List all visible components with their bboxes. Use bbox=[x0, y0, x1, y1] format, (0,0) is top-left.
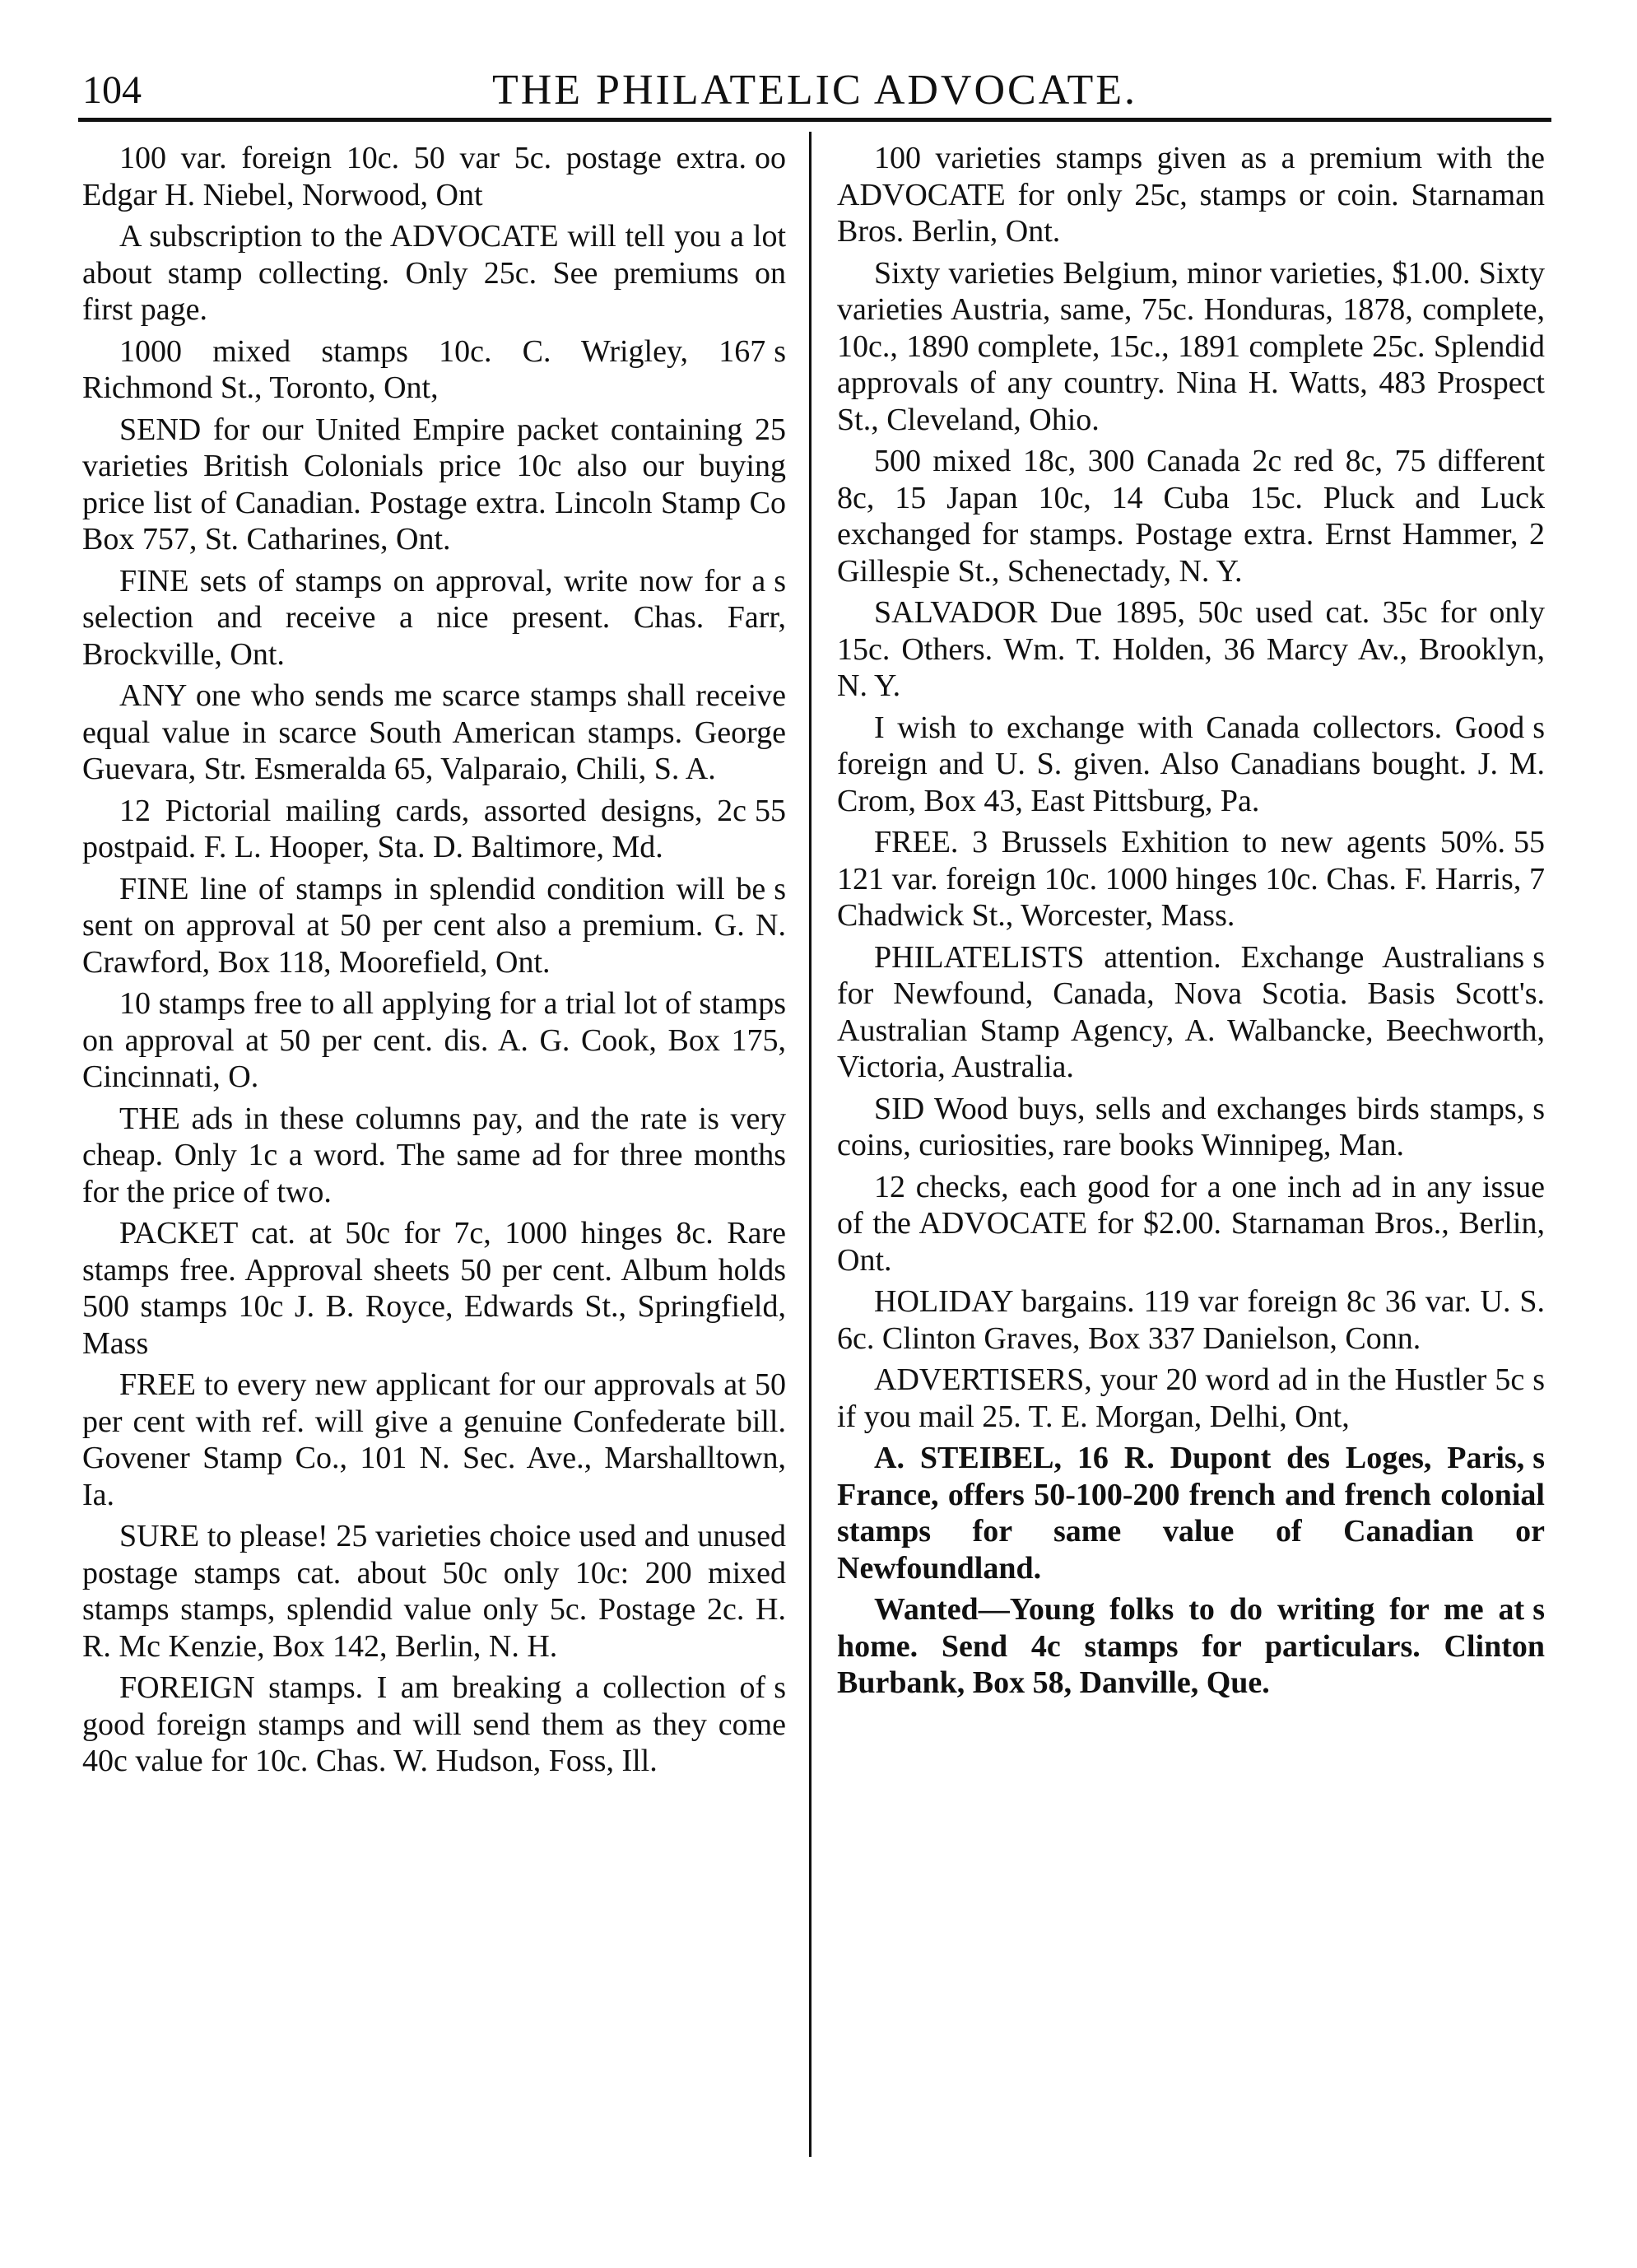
classified-ad bbox=[82, 1101, 786, 1211]
ad-mark: s bbox=[1532, 1441, 1545, 1475]
right-column bbox=[837, 140, 1545, 1707]
ad-text: 10 stamps free to all applying for a trial lot of stamps on approval at 50 per cent. dis. A. G. Cook, Box 175, Cincinnati, O. bbox=[82, 986, 786, 1094]
header-rule bbox=[78, 118, 1551, 122]
classified-ad bbox=[837, 140, 1545, 250]
classified-ad bbox=[837, 1169, 1545, 1279]
ad-text: A subscription to the ADVOCATE will tell you a lot about stamp collecting. Only 25c. See premiums on first page. bbox=[82, 219, 786, 327]
classified-ad bbox=[82, 218, 786, 328]
classified-ad bbox=[82, 412, 786, 558]
page-number: 104 bbox=[82, 68, 142, 112]
classified-ad bbox=[82, 678, 786, 788]
ad-mark: s bbox=[1532, 1362, 1545, 1397]
ad-text: I wish to exchange with Canada collectors. Good foreign and U. S. given. Also Canadians bought. J. M. Crom, Box 43, East Pittsburg, Pa. bbox=[837, 710, 1545, 818]
classified-ad bbox=[837, 1440, 1545, 1586]
ad-mark: s bbox=[774, 1670, 786, 1705]
ad-text: HOLIDAY bargains. 119 var foreign 8c 36 var. U. S. 6c. Clinton Graves, Box 337 Danielson, Conn. bbox=[837, 1284, 1545, 1356]
ad-text: FOREIGN stamps. I am breaking a collection of good foreign stamps and will send them as they come 40c value for 10c. Chas. W. Hudson, Foss, Ill. bbox=[82, 1670, 786, 1778]
ad-mark: s bbox=[774, 563, 786, 598]
ad-mark: 55 bbox=[755, 793, 786, 828]
ad-text: 12 checks, each good for a one inch ad in any issue of the ADVOCATE for $2.00. Starnaman Bros., Berlin, Ont. bbox=[837, 1169, 1545, 1278]
classified-ad bbox=[82, 1215, 786, 1362]
page-header bbox=[82, 58, 1547, 123]
ad-text: A. STEIBEL, 16 R. Dupont des Loges, Paris, France, offers 50-100-200 french and french colonial stamps for same value of Canadian or Newfoundland. bbox=[837, 1441, 1545, 1586]
ad-text: SEND for our United Empire packet containing 25 varieties British Colonials price 10c also our buying price list of Canadian. Postage extra. Lincoln Stamp Co Box 757, St. Catharines, Ont. bbox=[82, 412, 786, 557]
classified-ad bbox=[82, 985, 786, 1096]
ad-text: FINE line of stamps in splendid condition will be sent on approval at 50 per cent also a premium. G. N. Crawford, Box 118, Moorefield, Ont. bbox=[82, 871, 786, 980]
classified-ad bbox=[82, 1367, 786, 1513]
ad-text: THE ads in these columns pay, and the rate is very cheap. Only 1c a word. The same ad for three months for the price of two. bbox=[82, 1101, 786, 1209]
classified-ad bbox=[82, 333, 786, 407]
classified-ad bbox=[837, 824, 1545, 934]
classified-ad bbox=[837, 255, 1545, 439]
classified-ad bbox=[837, 710, 1545, 820]
classified-ad bbox=[837, 443, 1545, 589]
ad-text: ANY one who sends me scarce stamps shall receive equal value in scarce South American stamps. George Guevara, Str. Esmeralda 65, Valparaio, Chili, S. A. bbox=[82, 678, 786, 786]
ad-text: SALVADOR Due 1895, 50c used cat. 35c for only 15c. Others. Wm. T. Holden, 36 Marcy Av., Brooklyn, N. Y. bbox=[837, 595, 1545, 703]
ad-mark: s bbox=[1532, 1592, 1545, 1627]
classified-ad bbox=[82, 563, 786, 673]
ad-mark: s bbox=[774, 871, 786, 906]
ad-text: SURE to please! 25 varieties choice used and unused postage stamps cat. about 50c only 10c: 200 mixed stamps stamps, splendid value only 5c. Postage 2c. H. R. Mc Kenzie, Box 142, Berlin, N. H. bbox=[82, 1519, 786, 1664]
masthead-title: THE PHILATELIC ADVOCATE. bbox=[491, 67, 1138, 114]
ad-mark: s bbox=[1532, 710, 1545, 745]
classified-ad bbox=[837, 1591, 1545, 1702]
classified-ad bbox=[82, 140, 786, 213]
ad-text: PACKET cat. at 50c for 7c, 1000 hinges 8c. Rare stamps free. Approval sheets 50 per cent. Album holds 500 stamps 10c J. B. Royce, Edwards St., Springfield, Mass bbox=[82, 1216, 786, 1361]
left-column bbox=[82, 140, 786, 1785]
ad-text: 100 varieties stamps given as a premium with the ADVOCATE for only 25c, stamps or coin. Starnaman Bros. Berlin, Ont. bbox=[837, 141, 1545, 249]
ad-text: 12 Pictorial mailing cards, assorted designs, 2c postpaid. F. L. Hooper, Sta. D. Baltimore, Md. bbox=[82, 793, 746, 864]
ad-mark: 55 bbox=[1514, 825, 1545, 859]
classified-ad bbox=[837, 939, 1545, 1086]
ad-text: Wanted—Young folks to do writing for me at home. Send 4c stamps for particulars. Clinton Burbank, Box 58, Danville, Que. bbox=[837, 1592, 1545, 1700]
ad-text: Sixty varieties Belgium, minor varieties, $1.00. Sixty varieties Austria, same, 75c. Honduras, 1878, complete, 10c., 1890 complete, 15c., 1891 complete 25c. Splendid approvals of any country. Nina H. Watts, 483 Prospect St., Cleveland, Ohio. bbox=[837, 255, 1545, 437]
classified-ad bbox=[837, 1283, 1545, 1357]
column-divider bbox=[809, 132, 812, 2157]
ad-text: FREE to every new applicant for our approvals at 50 per cent with ref. will give a genuine Confederate bill. Govener Stamp Co., 101 N. Sec. Ave., Marshalltown, Ia. bbox=[82, 1367, 786, 1512]
ad-mark: s bbox=[774, 333, 786, 369]
classified-ad bbox=[837, 594, 1545, 705]
ad-text: 100 var. foreign 10c. 50 var 5c. postage extra. Edgar H. Niebel, Norwood, Ont bbox=[82, 141, 746, 212]
ad-text: SID Wood buys, sells and exchanges birds stamps, coins, curiosities, rare books Winnipeg, Man. bbox=[837, 1091, 1525, 1162]
ad-text: 1000 mixed stamps 10c. C. Wrigley, 167 Richmond St., Toronto, Ont, bbox=[82, 333, 766, 405]
ad-text: ADVERTISERS, your 20 word ad in the Hustler 5c if you mail 25. T. E. Morgan, Delhi, Ont, bbox=[837, 1362, 1525, 1434]
classified-ad bbox=[82, 1670, 786, 1780]
ad-mark: s bbox=[1532, 939, 1545, 975]
ad-text: 500 mixed 18c, 300 Canada 2c red 8c, 75 different 8c, 15 Japan 10c, 14 Cuba 15c. Pluck and Luck exchanged for stamps. Postage extra. Ernst Hammer, 2 Gillespie St., Schenectady, N. Y. bbox=[837, 444, 1545, 589]
classified-ad bbox=[837, 1091, 1545, 1164]
ad-text: FINE sets of stamps on approval, write now for a selection and receive a nice present. Chas. Farr, Brockville, Ont. bbox=[82, 563, 786, 672]
classified-ad bbox=[837, 1362, 1545, 1435]
ad-mark: s bbox=[1532, 1091, 1545, 1126]
ad-text: PHILATELISTS attention. Exchange Australians for Newfound, Canada, Nova Scotia. Basis Scott's. Australian Stamp Agency, A. Walbancke, Beechworth, Victoria, Australia. bbox=[837, 939, 1545, 1084]
ad-text: FREE. 3 Brussels Exhition to new agents 50%. 121 var. foreign 10c. 1000 hinges 10c. Chas. F. Harris, 7 Chadwick St., Worcester, Mass. bbox=[837, 825, 1545, 933]
classified-ad bbox=[82, 1518, 786, 1665]
classified-ad bbox=[82, 871, 786, 981]
ad-mark: oo bbox=[755, 141, 786, 175]
classified-ad bbox=[82, 793, 786, 866]
